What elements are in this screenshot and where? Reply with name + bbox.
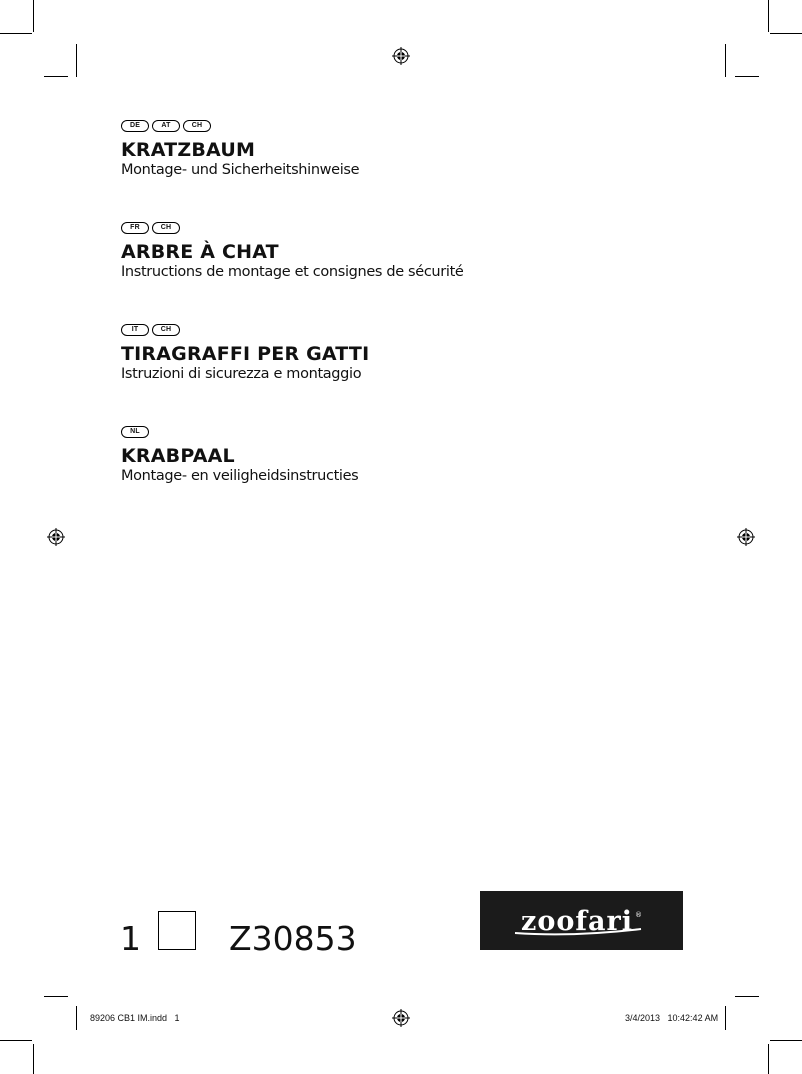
checkbox-square xyxy=(158,911,196,950)
registration-mark-icon xyxy=(392,47,410,65)
section-title: KRABPAAL xyxy=(121,445,235,467)
crop-mark xyxy=(0,1040,32,1041)
country-code-badge: DE xyxy=(121,120,149,132)
crop-mark xyxy=(0,33,32,34)
crop-mark xyxy=(33,0,34,32)
slug-datetime: 3/4/2013 10:42:42 AM xyxy=(625,1013,719,1023)
crop-mark xyxy=(725,44,726,77)
country-code-badge: AT xyxy=(152,120,180,132)
brand-logo xyxy=(480,891,683,950)
country-code-badge: CH xyxy=(152,222,180,234)
crop-mark xyxy=(44,996,68,997)
crop-mark xyxy=(76,1006,77,1030)
section-title: TIRAGRAFFI PER GATTI xyxy=(121,343,370,365)
section-subtitle: Montage- en veiligheidsinstructies xyxy=(121,468,359,484)
language-section-nl xyxy=(121,426,358,485)
crop-mark xyxy=(76,44,77,77)
section-subtitle: Instructions de montage et consignes de sécurité xyxy=(121,264,464,280)
brand-logo-text: zoofari xyxy=(521,905,633,937)
section-title: KRATZBAUM xyxy=(121,139,256,161)
language-section-de xyxy=(121,120,359,179)
crop-mark xyxy=(725,1006,726,1030)
country-code-badge: FR xyxy=(121,222,149,234)
crop-mark xyxy=(770,1040,802,1041)
crop-mark xyxy=(735,76,759,77)
item-number: Z30853 xyxy=(229,919,357,958)
country-codes xyxy=(121,120,359,132)
section-subtitle: Istruzioni di sicurezza e montaggio xyxy=(121,366,362,382)
crop-mark xyxy=(735,996,759,997)
country-codes xyxy=(121,426,358,438)
country-code-badge: CH xyxy=(183,120,211,132)
crop-mark xyxy=(33,1044,34,1074)
crop-mark xyxy=(44,76,68,77)
country-code-badge: CH xyxy=(152,324,180,336)
crop-mark xyxy=(770,33,802,34)
page-number: 1 xyxy=(120,919,141,958)
registered-mark: ® xyxy=(634,911,642,919)
logo-swoosh-icon xyxy=(513,927,643,937)
registration-mark-icon xyxy=(737,528,755,546)
language-section-it xyxy=(121,324,369,383)
section-subtitle: Montage- und Sicherheitshinweise xyxy=(121,162,360,178)
slug-file-info: 89206 CB1 IM.indd 1 xyxy=(90,1013,180,1023)
crop-mark xyxy=(768,0,769,32)
country-codes xyxy=(121,324,369,336)
section-title: ARBRE À CHAT xyxy=(121,241,279,263)
country-code-badge: NL xyxy=(121,426,149,438)
country-code-badge: IT xyxy=(121,324,149,336)
language-section-fr xyxy=(121,222,463,281)
country-codes xyxy=(121,222,463,234)
crop-mark xyxy=(768,1044,769,1074)
registration-mark-icon xyxy=(47,528,65,546)
registration-mark-icon xyxy=(392,1009,410,1027)
